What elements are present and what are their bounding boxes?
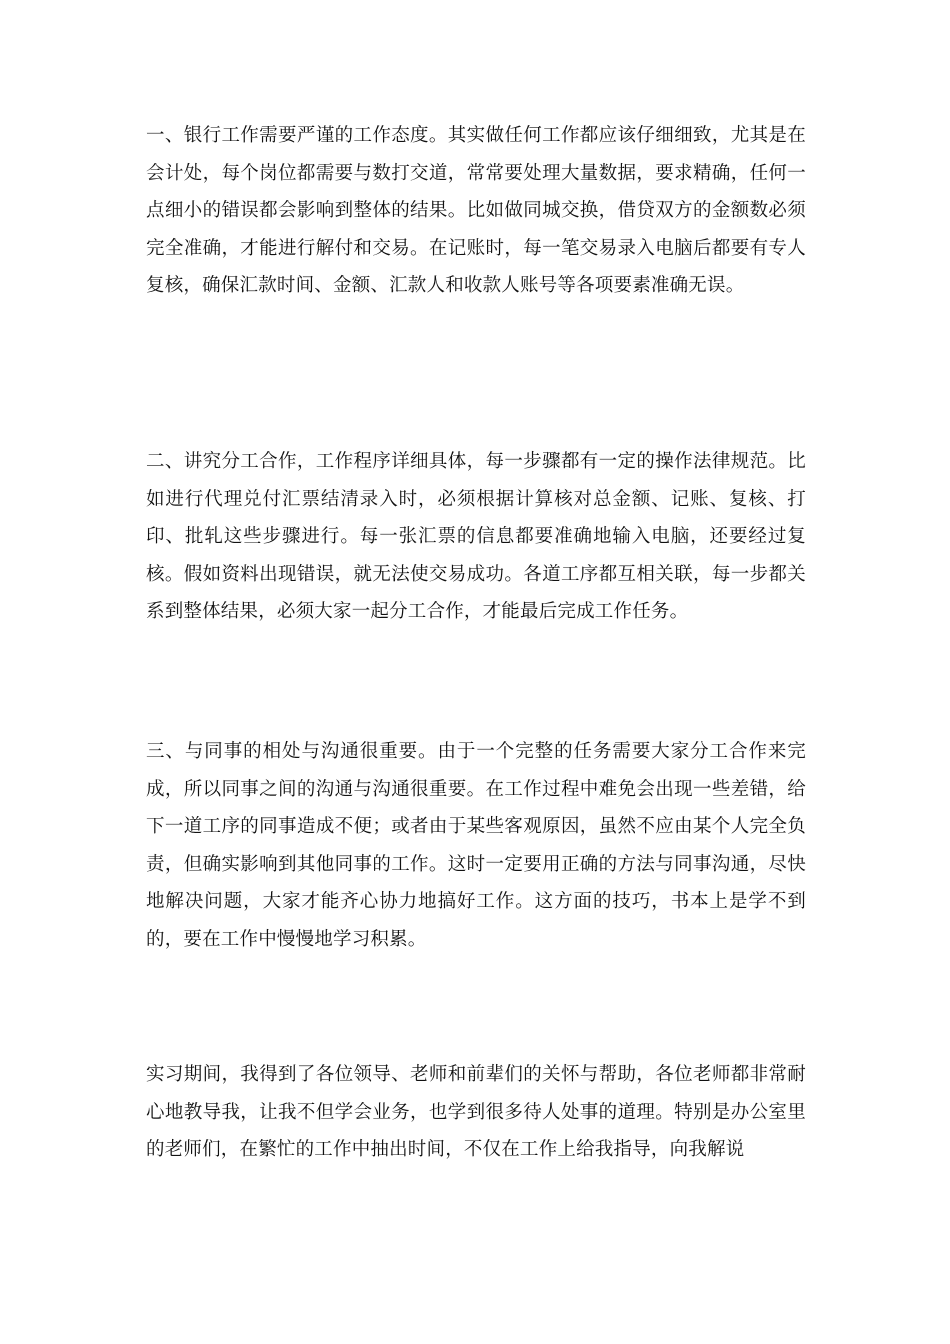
paragraph-internship-gratitude: 实习期间，我得到了各位领导、老师和前辈们的关怀与帮助，各位老师都非常耐心地教导我，让我不但学会业务，也学到很多待人处事的道理。特别是办公室里的老师们，在繁忙的工作中抽出时间，不仅在工作上给我指导，向我解说	[146, 1064, 806, 1160]
paragraph-division-of-labor: 二、讲究分工合作，工作程序详细具体，每一步骤都有一定的操作法律规范。比如进行代理兑付汇票结清录入时，必须根据计算核对总金额、记账、复核、打印、批轧这些步骤进行。每一张汇票的信息都要准确地输入电脑，还要经过复核。假如资料出现错误，就无法使交易成功。各道工序都互相关联，每一步都关系到整体结果，必须大家一起分工合作，才能最后完成工作任务。	[146, 451, 806, 622]
paragraph-rigorous-attitude: 一、银行工作需要严谨的工作态度。其实做任何工作都应该仔细细致，尤其是在会计处，每个岗位都需要与数打交道，常常要处理大量数据，要求精确，任何一点细小的错误都会影响到整体的结果。比如做同城交换，借贷双方的金额数必须完全准确，才能进行解付和交易。在记账时，每一笔交易录入电脑后都要有专人复核，确保汇款时间、金额、汇款人和收款人账号等各项要素准确无误。	[146, 125, 806, 296]
paragraph-colleague-communication: 三、与同事的相处与沟通很重要。由于一个完整的任务需要大家分工合作来完成，所以同事之间的沟通与沟通很重要。在工作过程中难免会出现一些差错，给下一道工序的同事造成不便；或者由于某些客观原因，虽然不应由某个人完全负责，但确实影响到其他同事的工作。这时一定要用正确的方法与同事沟通，尽快地解决问题，大家才能齐心协力地搞好工作。这方面的技巧，书本上是学不到的，要在工作中慢慢地学习积累。	[146, 741, 806, 950]
